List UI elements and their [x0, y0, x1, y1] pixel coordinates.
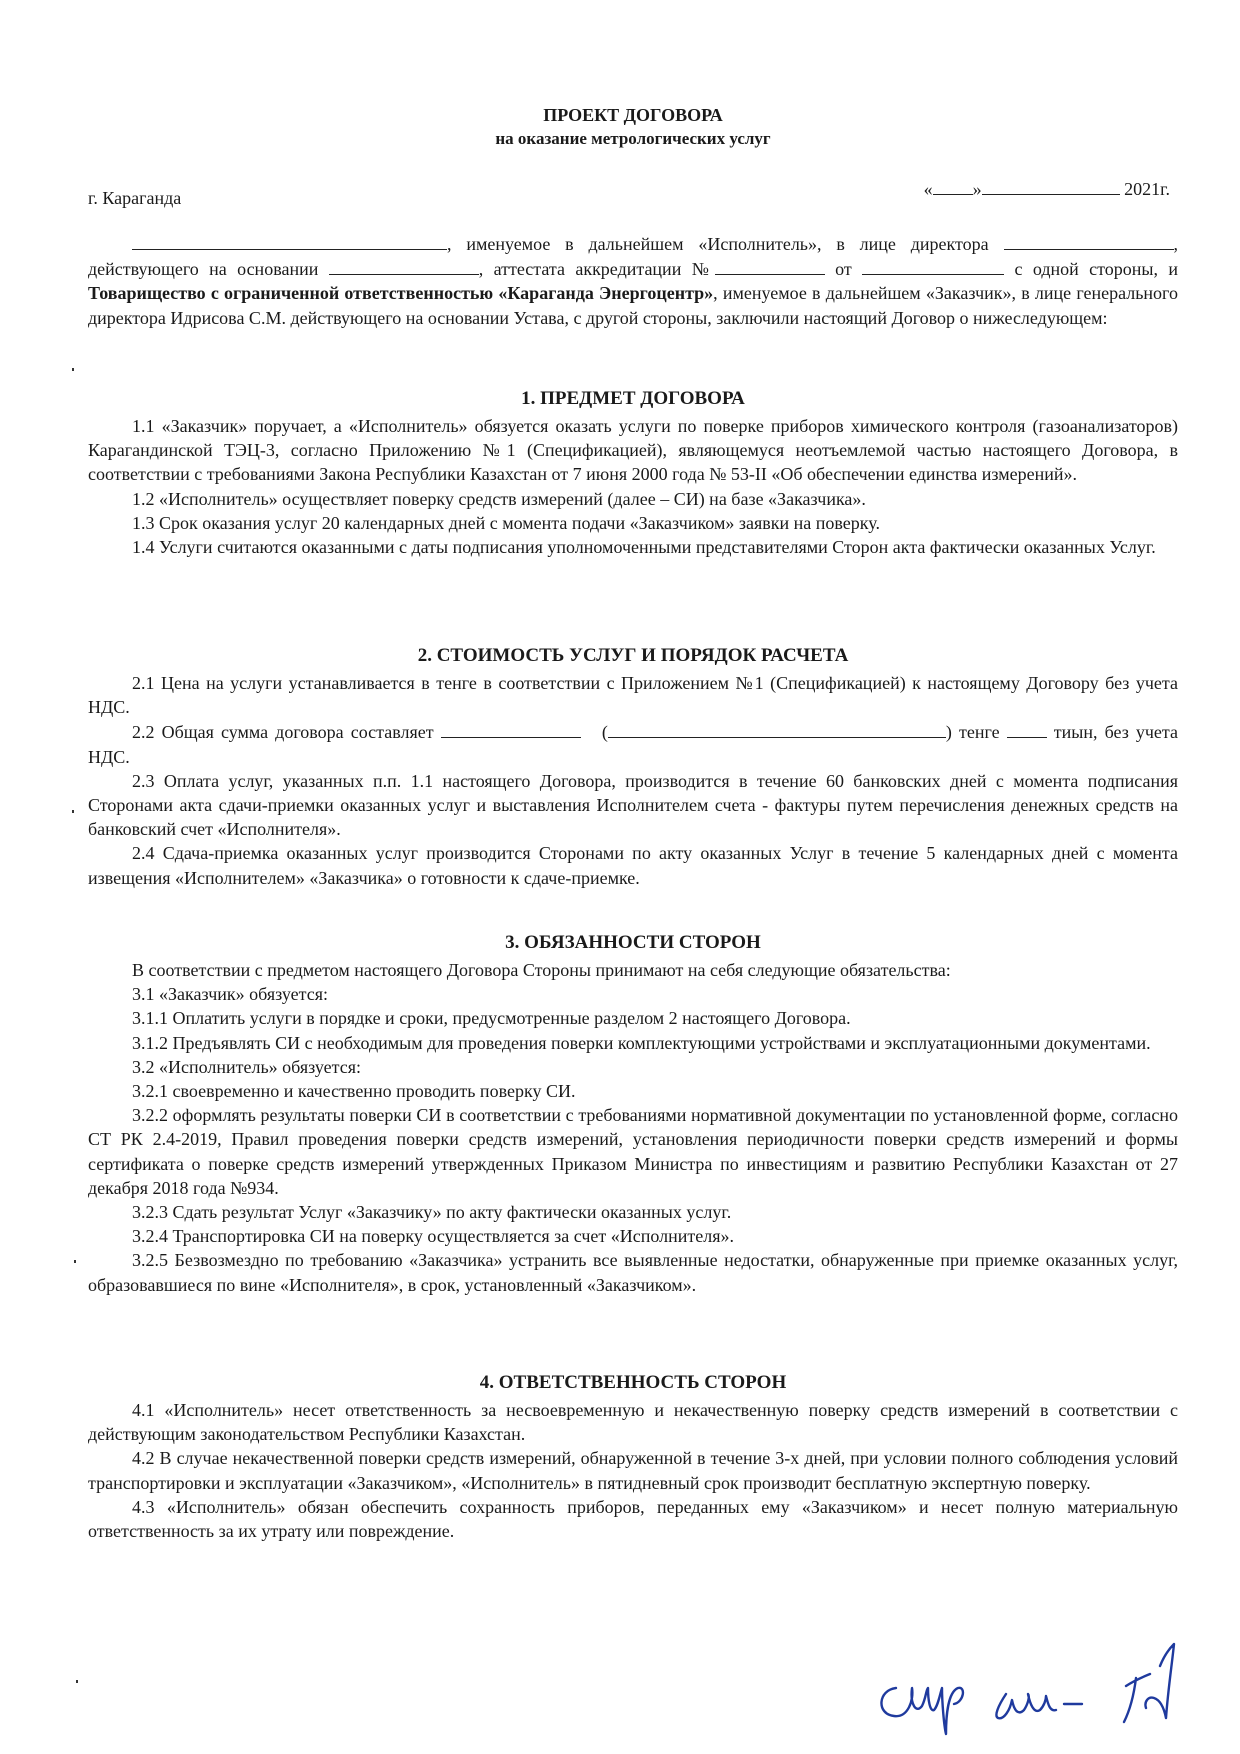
clause-3-1-2: 3.1.2 Предъявлять СИ с необходимым для проведения поверки комплектующими устройствами и эксплуатационными документами. — [132, 1032, 1151, 1053]
clause-3-2: 3.2 «Исполнитель» обязуется: — [132, 1056, 362, 1077]
scan-dot — [72, 810, 74, 813]
executor-name-blank — [132, 231, 447, 250]
preamble-text-2: , действующего на основании — [88, 234, 1179, 280]
customer-company-name: Товарищество с ограниченной ответственностью «Караганда Энергоцентр» — [88, 283, 714, 304]
clause-2-2-text-a: 2.2 Общая сумма договора составляет — [132, 722, 434, 743]
month-blank — [982, 176, 1120, 195]
clause-2-2-text-b: ( — [601, 722, 608, 743]
basis-blank — [329, 256, 479, 275]
place-date-row — [88, 176, 1178, 208]
day-blank — [933, 176, 973, 195]
amount-digits-blank — [441, 719, 581, 738]
clause-3-2-4: 3.2.4 Транспортировка СИ на поверку осуществляется за счет «Исполнителя». — [132, 1226, 735, 1247]
document-subtitle: на оказание метрологических услуг — [495, 129, 771, 148]
preamble-text-6: , именуемое в дальнейшем «Заказчик», в лице генерального директора Идрисова С.М. действующего на основании Устава, с другой стороны, заключили настоящий Договор о нижеследующем: — [88, 283, 1178, 328]
signature-initial-1 — [881, 1688, 962, 1734]
clause-4-2: 4.2 В случае некачественной поверки средств измерений, обнаруженной в течение 3-х дней, при условии полного соблюдения условий транспортировки и эксплуатации «Заказчиком», «Исполнитель» в пятидневный срок производит бесплатную экспертную поверку. — [88, 1448, 1178, 1493]
accreditation-number-blank — [715, 256, 825, 275]
city: г. Караганда — [88, 188, 182, 208]
tiyn-blank — [1007, 719, 1047, 738]
section-liability — [88, 1370, 1178, 1543]
scan-dot — [74, 1260, 76, 1263]
obligations-intro: В соответствии с предметом настоящего Договора Стороны принимают на себя следующие обязательства: — [132, 960, 951, 980]
preamble-text-5: с одной стороны, и — [1014, 259, 1179, 280]
preamble — [88, 231, 1178, 330]
section-4-heading: 4. ОТВЕТСТВЕННОСТЬ СТОРОН — [479, 1372, 787, 1393]
clause-2-4: 2.4 Сдача-приемка оказанных услуг производится Сторонами по акту оказанных Услуг в течение 5 календарных дней с момента извещения «Исполнителем» «Заказчика» о готовности к сдаче-приемке. — [88, 843, 1178, 888]
preamble-paragraph — [88, 231, 1178, 330]
preamble-text-1: , именуемое в дальнейшем «Исполнитель», в лице директора — [447, 234, 989, 254]
clause-4-1: 4.1 «Исполнитель» несет ответственность за несвоевременную и некачественную поверку средств измерений в соответствии с действующим законодательством Республики Казахстан. — [88, 1400, 1178, 1445]
preamble-text-3: , аттестата аккредитации № — [478, 259, 715, 280]
accreditation-date-blank — [862, 256, 1004, 275]
clause-2-1: 2.1 Цена на услуги устанавливается в тенге в соответствии с Приложением №1 (Спецификацией) к настоящему Договору без учета НДС. — [88, 673, 1178, 718]
clause-4-3: 4.3 «Исполнитель» обязан обеспечить сохранность приборов, переданных ему «Заказчиком» и несет полную материальную ответственность за их утрату или повреждение. — [88, 1496, 1178, 1542]
clause-3-2-2: 3.2.2 оформлять результаты поверки СИ в соответствии с требованиями нормативной документации по установленной форме, согласно СТ РК 2.4-2019, Правил проведения поверки средств измерений, установления периодичности поверки средств измерений и формы сертификата о поверке средств измерений утвержденных Приказом Министра по инвестициям и развитию Республики Казахстан от 27 декабря 2018 года №934. — [88, 1105, 1178, 1198]
date-quote-open: « — [923, 179, 933, 199]
clause-2-2-text-c: ) тенге — [945, 722, 1000, 743]
director-name-blank — [1004, 231, 1174, 250]
section-cost — [88, 643, 1178, 890]
clause-1-1: 1.1 «Заказчик» поручает, а «Исполнитель» обязуется оказать услуги по поверке приборов химического контроля (газоанализаторов) Карагандинской ТЭЦ-3, согласно Приложению №1 (Спецификацией), являющемуся неотъемлемой частью настоящего Договора, в соответствии с требованиями Закона Республики Казахстан от 7 июня 2000 года № 53-II «Об обеспечении единства измерений». — [88, 416, 1178, 485]
section-1-heading: 1. ПРЕДМЕТ ДОГОВОРА — [521, 388, 745, 409]
date-quote-close: » — [972, 179, 982, 199]
clause-1-4: 1.4 Услуги считаются оказанными с даты подписания уполномоченными представителями Сторон акта фактически оказанных Услуг. — [132, 537, 1156, 558]
scan-dot — [72, 368, 74, 371]
date-year: 2021г. — [1124, 179, 1170, 199]
clause-1-3: 1.3 Срок оказания услуг 20 календарных дней с момента подачи «Заказчиком» заявки на поверку. — [132, 512, 880, 533]
signature-3 — [1124, 1644, 1174, 1722]
document-title: ПРОЕКТ ДОГОВОРА — [543, 105, 723, 125]
clause-1-2: 1.2 «Исполнитель» осуществляет поверку средств измерений (далее – СИ) на базе «Заказчика». — [132, 488, 866, 509]
section-2-heading: 2. СТОИМОСТЬ УСЛУГ И ПОРЯДОК РАСЧЕТА — [417, 645, 849, 666]
contract-date — [924, 176, 1170, 200]
clause-2-2-text-d: тиын, без учета НДС. — [88, 722, 1179, 767]
section-obligations — [88, 930, 1178, 1297]
clause-3-2-3: 3.2.3 Сдать результат Услуг «Заказчику» по акту фактически оказанных услуг. — [132, 1202, 732, 1223]
clause-2-2 — [88, 719, 1178, 768]
signature-initial-2 — [996, 1694, 1082, 1718]
section-subject — [88, 386, 1178, 559]
preamble-text-4: от — [835, 259, 852, 280]
clause-3-2-1: 3.2.1 своевременно и качественно проводить поверку СИ. — [132, 1081, 576, 1102]
amount-words-blank — [608, 719, 946, 738]
clause-3-2-5: 3.2.5 Безвозмездно по требованию «Заказчика» устранить все выявленные недостатки, обнаруженные при приемке оказанных услуг, образовавшиеся по вине «Исполнителя», в срок, установленный «Заказчиком». — [88, 1250, 1178, 1295]
document-header — [88, 103, 1178, 151]
clause-3-1: 3.1 «Заказчик» обязуется: — [132, 984, 328, 1005]
section-3-heading: 3. ОБЯЗАННОСТИ СТОРОН — [505, 932, 761, 953]
signatures — [868, 1630, 1208, 1740]
clause-3-1-1: 3.1.1 Оплатить услуги в порядке и сроки, предусмотренные разделом 2 настоящего Договора. — [132, 1008, 851, 1029]
clause-2-3: 2.3 Оплата услуг, указанных п.п. 1.1 настоящего Договора, производится в течение 60 банковских дней с момента подписания Сторонами акта сдачи-приемки оказанных услуг и выставления Исполнителем счета - фактуры путем перечисления денежных средств на банковский счет «Исполнителя». — [88, 770, 1178, 840]
scan-dot — [76, 1680, 78, 1683]
